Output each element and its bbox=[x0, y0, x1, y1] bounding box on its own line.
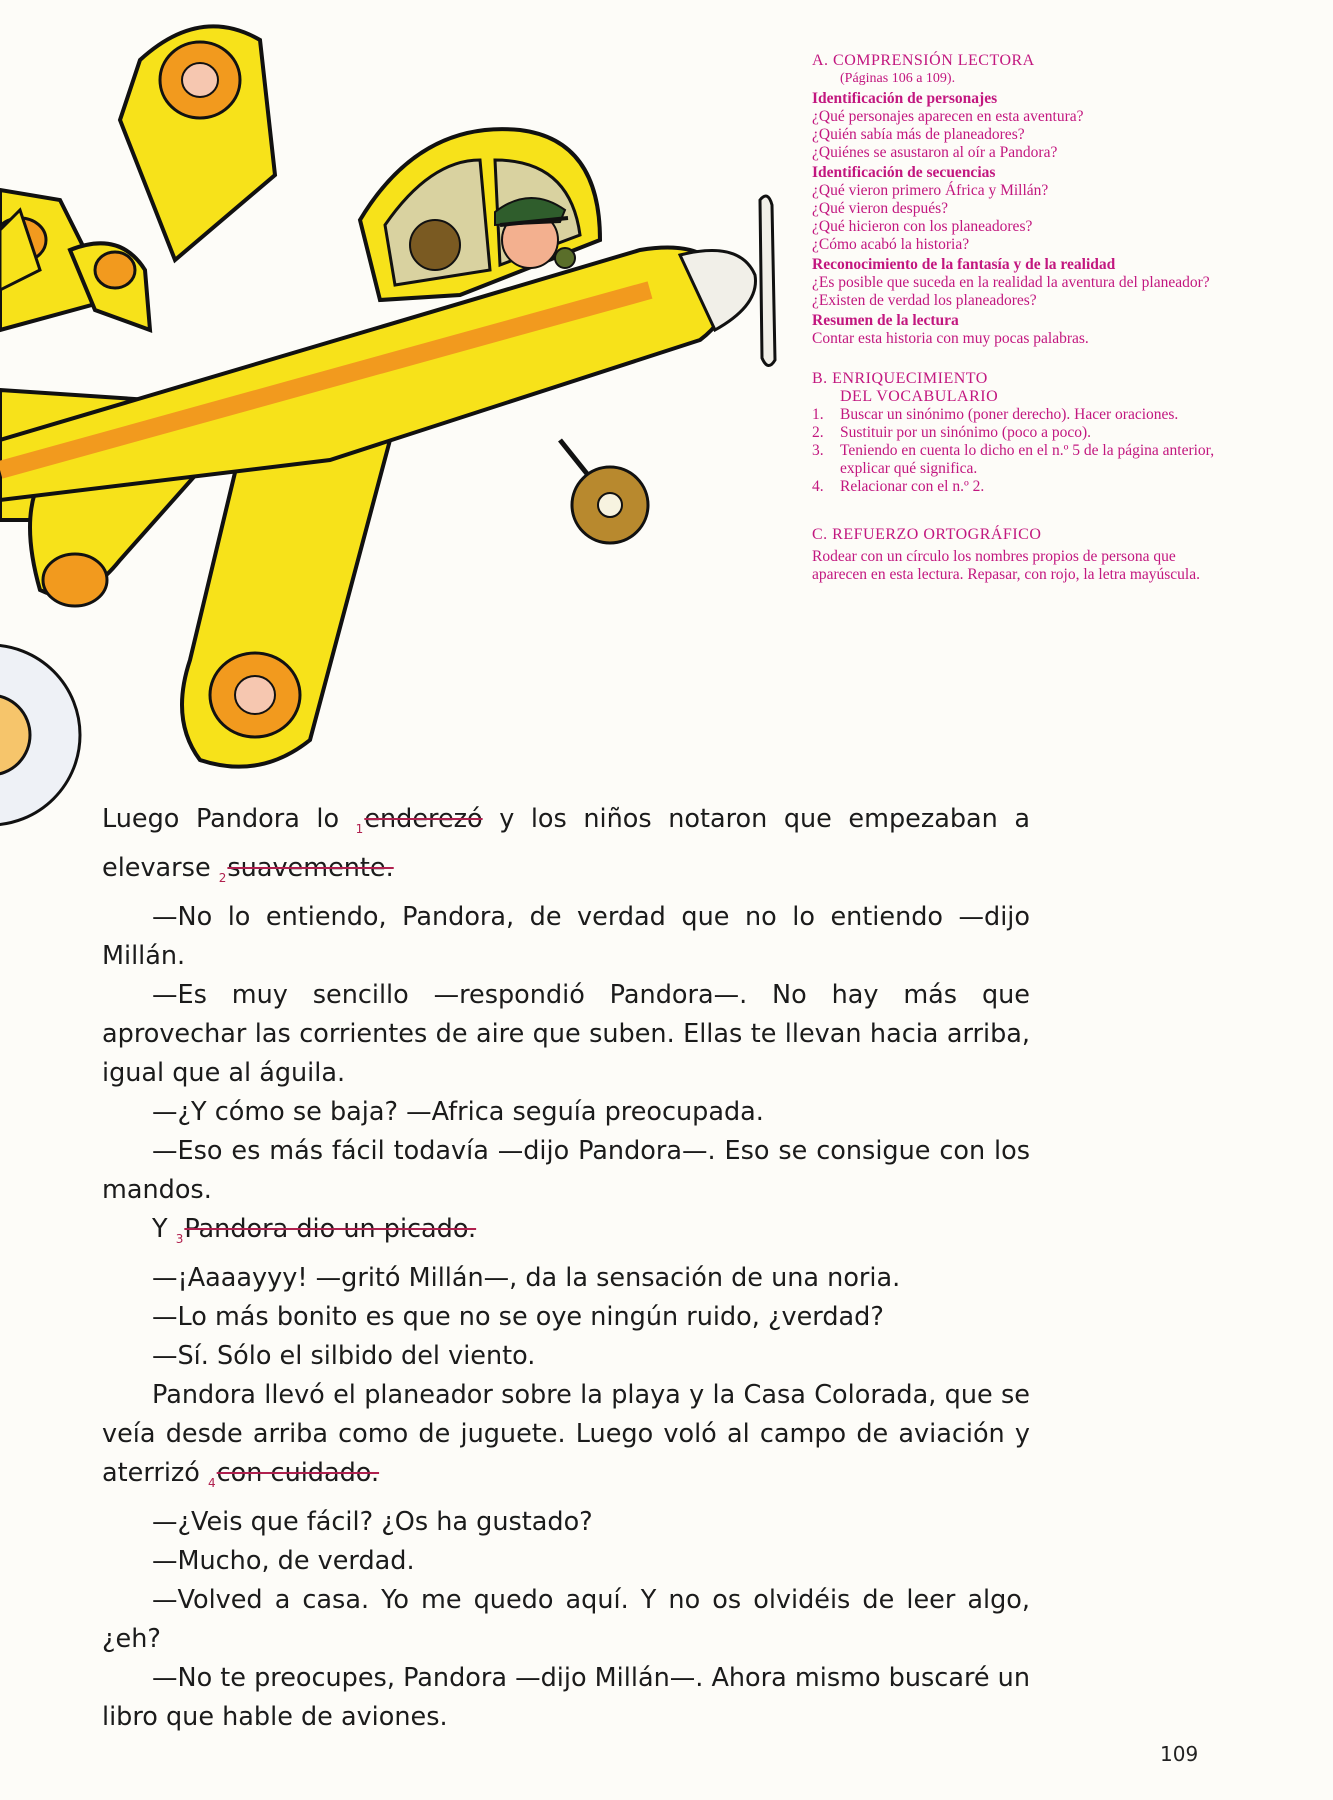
list-item: 1. Buscar un sinónimo (poner derecho). Hacer oraciones. bbox=[812, 406, 1179, 423]
section-b-title-line1: B. ENRIQUECIMIENTO bbox=[812, 370, 988, 387]
section-a bbox=[812, 52, 1227, 348]
paragraph: —No lo entiendo, Pandora, de verdad que no lo entiendo —dijo Millán. bbox=[102, 902, 1030, 971]
heading-personajes: Identificación de personajes bbox=[812, 90, 998, 107]
annotation-number: 2 bbox=[218, 871, 227, 885]
question: ¿Quién sabía más de planeadores? bbox=[812, 126, 1025, 143]
question: ¿Qué personajes aparecen en esta aventura? bbox=[812, 108, 1084, 125]
struck-phrase: Pandora dio un picado. bbox=[184, 1214, 477, 1244]
list-item: 4. Relacionar con el n.º 2. bbox=[812, 478, 985, 495]
question: ¿Qué vieron después? bbox=[812, 200, 949, 217]
exercise-sidebar bbox=[812, 52, 1227, 614]
annotation-number: 3 bbox=[175, 1232, 184, 1246]
paragraph: —No te preocupes, Pandora —dijo Millán—. Ahora mismo buscaré un libro que hable de aviones. bbox=[102, 1663, 1030, 1732]
annotation-number: 1 bbox=[355, 822, 364, 836]
paragraph: Luego Pandora lo $_1$enderezó y los niños notaron que empezaban a elevarse $_2$suavemente. bbox=[102, 804, 1030, 885]
story-text bbox=[102, 800, 1030, 1737]
question: Contar esta historia con muy pocas palabras. bbox=[812, 330, 1089, 347]
section-c-title: C. REFUERZO ORTOGRÁFICO bbox=[812, 526, 1042, 543]
paragraph: —Mucho, de verdad. bbox=[152, 1546, 415, 1576]
propeller bbox=[760, 196, 775, 366]
list-item: 3. Teniendo en cuenta lo dicho en el n.º 5 de la página anterior, explicar qué significa. bbox=[812, 442, 1215, 477]
paragraph: —Sí. Sólo el silbido del viento. bbox=[152, 1341, 536, 1371]
paragraph: —¡Aaaayyy! —gritó Millán—, da la sensación de una noria. bbox=[152, 1263, 901, 1293]
struck-phrase: con cuidado. bbox=[216, 1458, 380, 1488]
annotation-number: 4 bbox=[208, 1476, 216, 1490]
vocab-list bbox=[812, 406, 1227, 496]
struck-word: enderezó bbox=[364, 804, 483, 834]
section-c bbox=[812, 526, 1227, 584]
question: ¿Existen de verdad los planeadores? bbox=[812, 292, 1037, 309]
struck-word: suavemente. bbox=[227, 853, 394, 883]
paragraph: —Eso es más fácil todavía —dijo Pandora—. Eso se consigue con los mandos. bbox=[102, 1136, 1030, 1205]
question: ¿Es posible que suceda en la realidad la aventura del planeador? bbox=[812, 274, 1210, 291]
section-b-title-line2: DEL VOCABULARIO bbox=[840, 388, 999, 405]
question: ¿Quiénes se asustaron al oír a Pandora? bbox=[812, 144, 1058, 161]
question: ¿Cómo acabó la historia? bbox=[812, 236, 970, 253]
paragraph: —Es muy sencillo —respondió Pandora—. No hay más que aprovechar las corrientes de aire que suben. Ellas te llevan hacia arriba, igual que al águila. bbox=[102, 980, 1030, 1088]
section-b bbox=[812, 370, 1227, 496]
section-c-text: Rodear con un círculo los nombres propios de persona que aparecen en esta lectura. Repasar, con rojo, la letra mayúscula. bbox=[812, 548, 1200, 583]
paragraph: Pandora llevó el planeador sobre la playa y la Casa Colorada, que se veía desde arriba como de juguete. Luego voló al campo de aviación y aterrizó $_4$con cuidado. bbox=[102, 1380, 1030, 1490]
paragraph: —Lo más bonito es que no se oye ningún ruido, ¿verdad? bbox=[152, 1302, 884, 1332]
airplane-illustration bbox=[0, 0, 800, 880]
paragraph: —¿Veis que fácil? ¿Os ha gustado? bbox=[152, 1507, 593, 1537]
question: ¿Qué vieron primero África y Millán? bbox=[812, 182, 1049, 199]
heading-secuencias: Identificación de secuencias bbox=[812, 164, 996, 181]
paragraph: —¿Y cómo se baja? —Africa seguía preocupada. bbox=[152, 1097, 764, 1127]
page-number: 109 bbox=[1160, 1742, 1199, 1766]
list-item: 2. Sustituir por un sinónimo (poco a poco). bbox=[812, 424, 1091, 441]
question: ¿Qué hicieron con los planeadores? bbox=[812, 218, 1033, 235]
section-a-pages: (Páginas 106 a 109). bbox=[840, 71, 956, 86]
heading-fantasia: Reconocimiento de la fantasía y de la realidad bbox=[812, 256, 1116, 273]
section-a-title: A. COMPRENSIÓN LECTORA bbox=[812, 52, 1035, 69]
paragraph: Y $_3$Pandora dio un picado. bbox=[152, 1214, 477, 1246]
paragraph: —Volved a casa. Yo me quedo aquí. Y no os olvidéis de leer algo, ¿eh? bbox=[102, 1585, 1030, 1654]
heading-resumen: Resumen de la lectura bbox=[812, 312, 959, 329]
